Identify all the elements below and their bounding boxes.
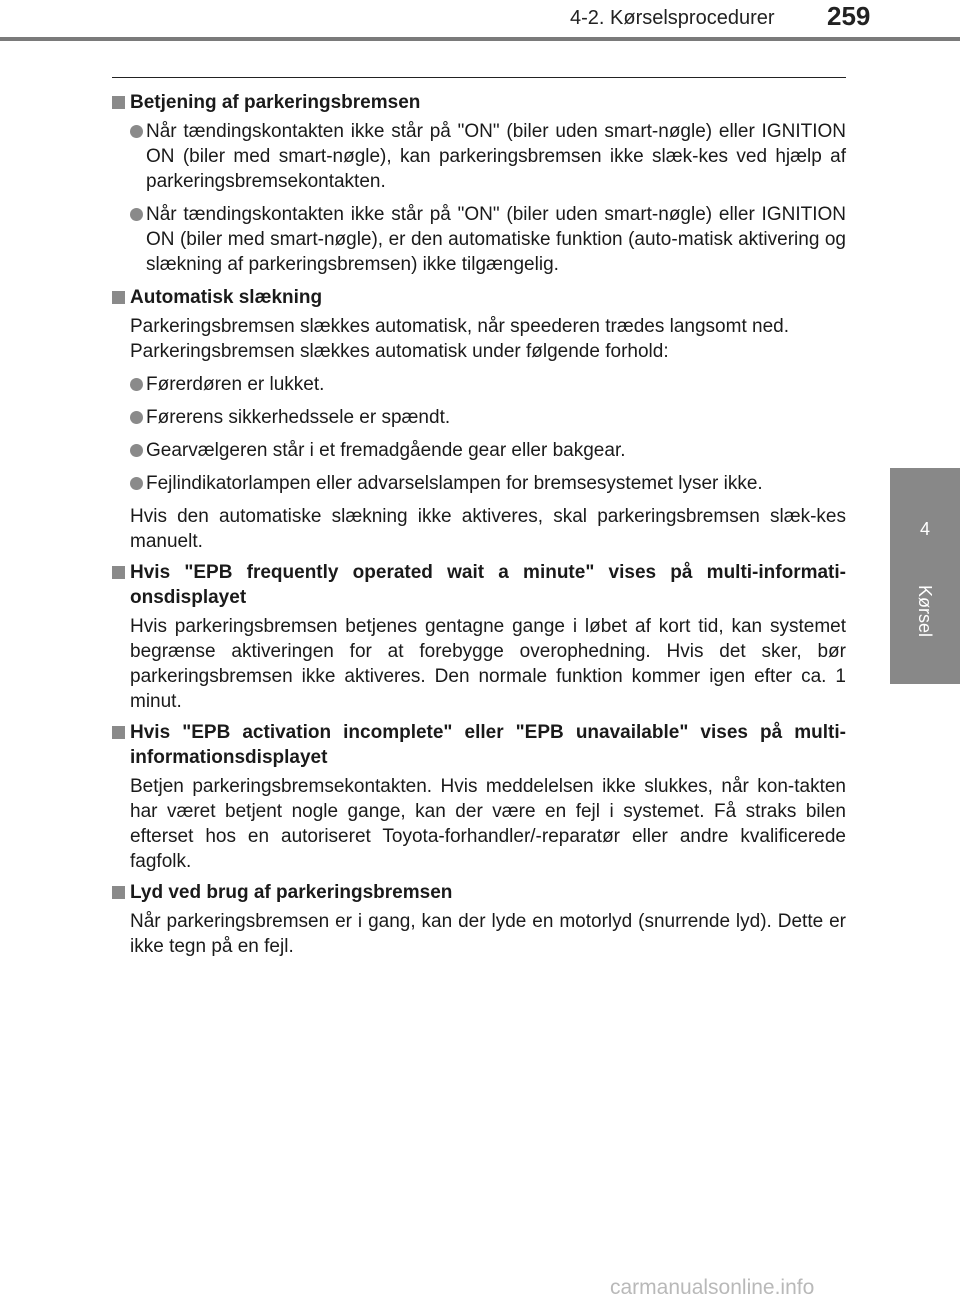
paragraph	[112, 909, 846, 959]
paragraph	[112, 339, 846, 364]
section-heading	[112, 90, 846, 115]
square-bullet-icon	[112, 886, 125, 899]
paragraph-text: Hvis den automatiske slækning ikke aktiveres, skal parkeringsbremsen slæk-kes manuelt.	[130, 506, 846, 552]
list-item	[112, 372, 846, 397]
circle-bullet-icon	[130, 444, 143, 457]
watermark: carmanualsonline.info	[610, 1276, 815, 1299]
list-item	[112, 405, 846, 430]
heading-text: Hvis "EPB activation incomplete" eller "EPB unavailable" vises på multi-informationsdisplayet	[130, 722, 846, 768]
header-divider	[0, 37, 960, 41]
section-heading	[112, 285, 846, 310]
chapter-tab[interactable]	[890, 468, 960, 576]
paragraph	[112, 774, 846, 874]
section-lyd	[112, 880, 846, 959]
paragraph-text: Hvis parkeringsbremsen betjenes gentagne gange i løbet af kort tid, kan systemet begrænse aktiveringen for at forebygge overophedning. Hvis det sker, bør parkeringsbremsen ikke aktiveres. Den normale funktion kommer igen efter ca. 1 minut.	[130, 616, 846, 712]
square-bullet-icon	[112, 726, 125, 739]
chapter-label: Kørsel	[915, 585, 935, 638]
heading-text: Automatisk slækning	[130, 287, 323, 308]
heading-text: Lyd ved brug af parkeringsbremsen	[130, 882, 453, 903]
square-bullet-icon	[112, 566, 125, 579]
section-betjening	[112, 90, 846, 277]
paragraph	[112, 504, 846, 554]
list-item-text: Gearvælgeren står i et fremadgående gear eller bakgear.	[146, 440, 626, 461]
circle-bullet-icon	[130, 208, 143, 221]
section-title: 4-2. Kørselsprocedurer	[570, 7, 775, 29]
paragraph-text: Betjen parkeringsbremsekontakten. Hvis meddelelsen ikke slukkes, når kon-takten har været betjent nogle gange, kan der være en fejl i systemet. Få straks bilen efterset hos en autoriseret Toyota-forhandler/-reparatør eller andre kvalificerede fagfolk.	[130, 776, 846, 872]
list-item-text: Førerens sikkerhedssele er spændt.	[146, 407, 451, 428]
page-content	[112, 90, 846, 965]
list-item	[112, 438, 846, 463]
list-item	[112, 471, 846, 496]
list-item-text: Fejlindikatorlampen eller advarselslampen for bremsesystemet lyser ikke.	[146, 473, 763, 494]
circle-bullet-icon	[130, 411, 143, 424]
section-heading	[112, 720, 846, 770]
section-automatisk-slaekning	[112, 285, 846, 554]
paragraph	[112, 614, 846, 714]
list-item-text: Når tændingskontakten ikke står på "ON" (biler uden smart-nøgle) eller IGNITION ON (biler med smart-nøgle), er den automatiske funktion (auto-matisk aktivering og slækning af parkeringsbremsen) ikke tilgængelig.	[146, 204, 846, 275]
chapter-number: 4	[919, 519, 930, 539]
square-bullet-icon	[112, 291, 125, 304]
list-item-text: Når tændingskontakten ikke står på "ON" (biler uden smart-nøgle) eller IGNITION ON (biler med smart-nøgle), kan parkeringsbremsen ikke slæk-kes ved hjælp af parkeringsbremsekontakten.	[146, 121, 846, 192]
list-item	[112, 202, 846, 277]
paragraph-text: Når parkeringsbremsen er i gang, kan der lyde en motorlyd (snurrende lyd). Dette er ikke tegn på en fejl.	[130, 911, 846, 957]
list-item-text: Førerdøren er lukket.	[146, 374, 325, 395]
heading-text: Betjening af parkeringsbremsen	[130, 92, 421, 113]
section-heading	[112, 560, 846, 610]
list-item	[112, 119, 846, 194]
paragraph	[112, 314, 846, 339]
circle-bullet-icon	[130, 378, 143, 391]
heading-text: Hvis "EPB frequently operated wait a minute" vises på multi-informati-onsdisplayet	[130, 562, 846, 608]
square-bullet-icon	[112, 96, 125, 109]
section-epb-frequently-operated	[112, 560, 846, 714]
paragraph-text: Parkeringsbremsen slækkes automatisk, når speederen trædes langsomt ned.	[130, 316, 789, 337]
circle-bullet-icon	[130, 477, 143, 490]
content-top-rule	[112, 77, 846, 78]
circle-bullet-icon	[130, 125, 143, 138]
section-heading	[112, 880, 846, 905]
section-epb-activation-incomplete	[112, 720, 846, 874]
paragraph-text: Parkeringsbremsen slækkes automatisk under følgende forhold:	[130, 341, 669, 362]
page-number: 259	[827, 1, 871, 31]
